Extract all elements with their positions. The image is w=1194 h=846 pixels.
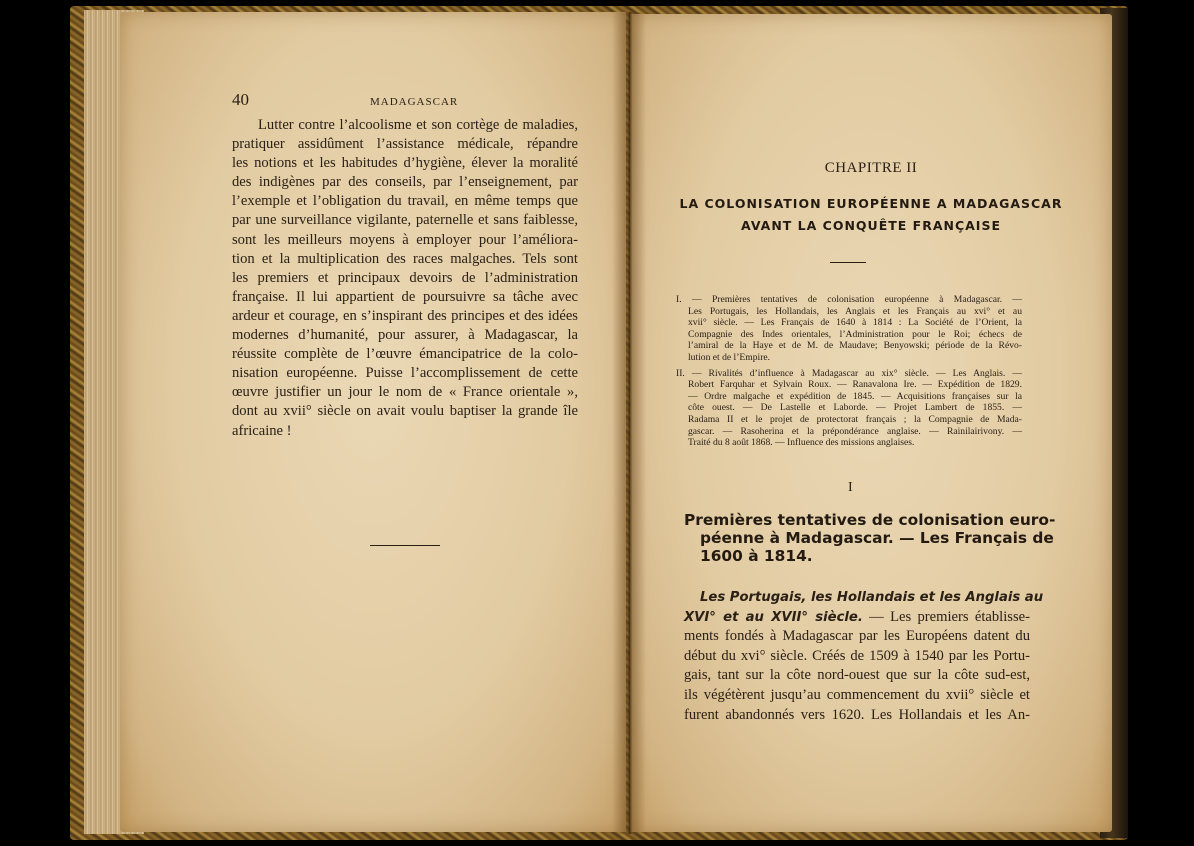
section-number: I xyxy=(848,480,853,495)
text-line: modernes d’humanité, pour assurer, à Madagascar, la xyxy=(232,327,578,344)
text-line: ardeur et courage, en s’inspirant des principes et des idées xyxy=(232,307,578,324)
text-line: réussite complète de l’œuvre émancipatrice de la colo- xyxy=(232,346,578,363)
summary-line: l’amiral de la Haye et de M. de Maudave; Benyowski; période de la Révo- xyxy=(688,340,1022,352)
text-line xyxy=(684,588,1044,608)
summary-line: Compagnie des Indes orientales, l’Administration pour le Roi; échecs de xyxy=(688,328,1022,340)
summary-line: Robert Farquhar et Sylvain Roux. — Ranavalona Ire. — Expédition de 1829. xyxy=(688,379,1022,391)
page-number: 40 xyxy=(232,90,249,109)
summary-line: gascar. — Rasoherina et la prépondérance anglaise. — Rainilairivony. — xyxy=(688,425,1022,437)
text-line: les notions et les habitudes d’hygiène, élever la moralité xyxy=(232,155,578,172)
left-body-text xyxy=(232,116,578,441)
section-title-line: péenne à Madagascar. — Les Français de xyxy=(700,529,1054,547)
text-line: française. Il lui appartient de poursuivre sa tâche avec xyxy=(232,288,578,305)
text-line: sont les meilleurs moyens à employer pour l’améliora- xyxy=(232,231,578,248)
summary-line: I. — Premières tentatives de colonisation européenne à Madagascar. — xyxy=(676,294,1022,305)
summary-line: Les Portugais, les Hollandais, les Anglais et les Français au xvi° et au xyxy=(688,305,1022,317)
text-line: africaine ! xyxy=(232,422,292,439)
italic-lead: Les Portugais, les Hollandais et les Anglais au xyxy=(700,590,1044,605)
text-line: par une surveillance vigilante, paternelle et sans faiblesse, xyxy=(232,212,578,229)
section-title-line: 1600 à 1814. xyxy=(700,547,813,565)
summary-line: II. — Rivalités d’influence à Madagascar au xix° siècle. — Les Anglais. — xyxy=(676,367,1022,379)
section-title xyxy=(684,511,1056,565)
text-line: début du xvi° siècle. Créés de 1509 à 1540 par les Portu- xyxy=(684,647,1030,664)
text-line xyxy=(684,608,1030,628)
chapter-summary xyxy=(676,294,1022,449)
text-line: l’exemple et l’obligation du travail, en même temps que xyxy=(232,193,578,210)
summary-line: côte ouest. — De Lastelle et Laborde. — Projet Lambert de 1855. — xyxy=(688,402,1022,414)
section-title-line: Premières tentatives de colonisation euro- xyxy=(684,511,1056,529)
chapter-heading: CHAPITRE II xyxy=(824,160,918,176)
text-line: ments fondés à Madagascar par les Européens datent du xyxy=(684,628,1030,645)
title-rule xyxy=(830,262,866,263)
text-line: nisation européenne. Puisse l’accomplissement de cette xyxy=(232,365,578,382)
text-line: pratiquer assidûment l’assistance médicale, répandre xyxy=(232,136,578,153)
summary-line: lution et de l’Empire. xyxy=(688,351,771,363)
text-line: des indigènes par des conseils, par l’enseignement, par xyxy=(232,174,578,191)
right-body-text xyxy=(684,588,1044,725)
chapter-title-line: AVANT LA CONQUÊTE FRANÇAISE xyxy=(741,218,1001,233)
text-line: furent abandonnés vers 1620. Les Hollandais et les An- xyxy=(684,706,1030,723)
text-line: ils végétèrent jusqu’au commencement du xvii° siècle et xyxy=(684,686,1030,703)
summary-line: xvii° siècle. — Les Français de 1640 à 1814 : La Société de l’Orient, la xyxy=(688,317,1022,329)
text-line: dont au xvii° siècle on avait voulu baptiser la grande île xyxy=(232,403,578,420)
summary-line: — Ordre malgache et expédition de 1845. — Acquisitions françaises sur la xyxy=(688,390,1022,402)
book-gutter xyxy=(612,12,646,834)
end-rule xyxy=(370,545,440,546)
text-line: tion et la multiplication des races malgaches. Tels sont xyxy=(232,250,578,267)
text-line: gais, tant sur la côte nord-ouest que sur la côte sud-est, xyxy=(684,667,1030,684)
summary-line: Traité du 8 août 1868. — Influence des missions anglaises. xyxy=(688,437,915,449)
text-line: Lutter contre l’alcoolisme et son cortège de maladies, xyxy=(258,117,578,133)
text-line: œuvre justifier un jour le nom de « France orientale », xyxy=(232,384,578,401)
running-head: MADAGASCAR xyxy=(370,96,459,108)
chapter-title-line: LA COLONISATION EUROPÉENNE A MADAGASCAR xyxy=(679,196,1063,211)
text-run: — Les premiers établisse- xyxy=(862,608,1030,625)
summary-line: Radama II et le projet de protectorat français ; la Compagnie de Mada- xyxy=(688,413,1022,425)
italic-lead: XVI° et au XVII° siècle. xyxy=(684,609,863,625)
text-line: les premiers et principaux devoirs de l’administration xyxy=(232,269,578,286)
